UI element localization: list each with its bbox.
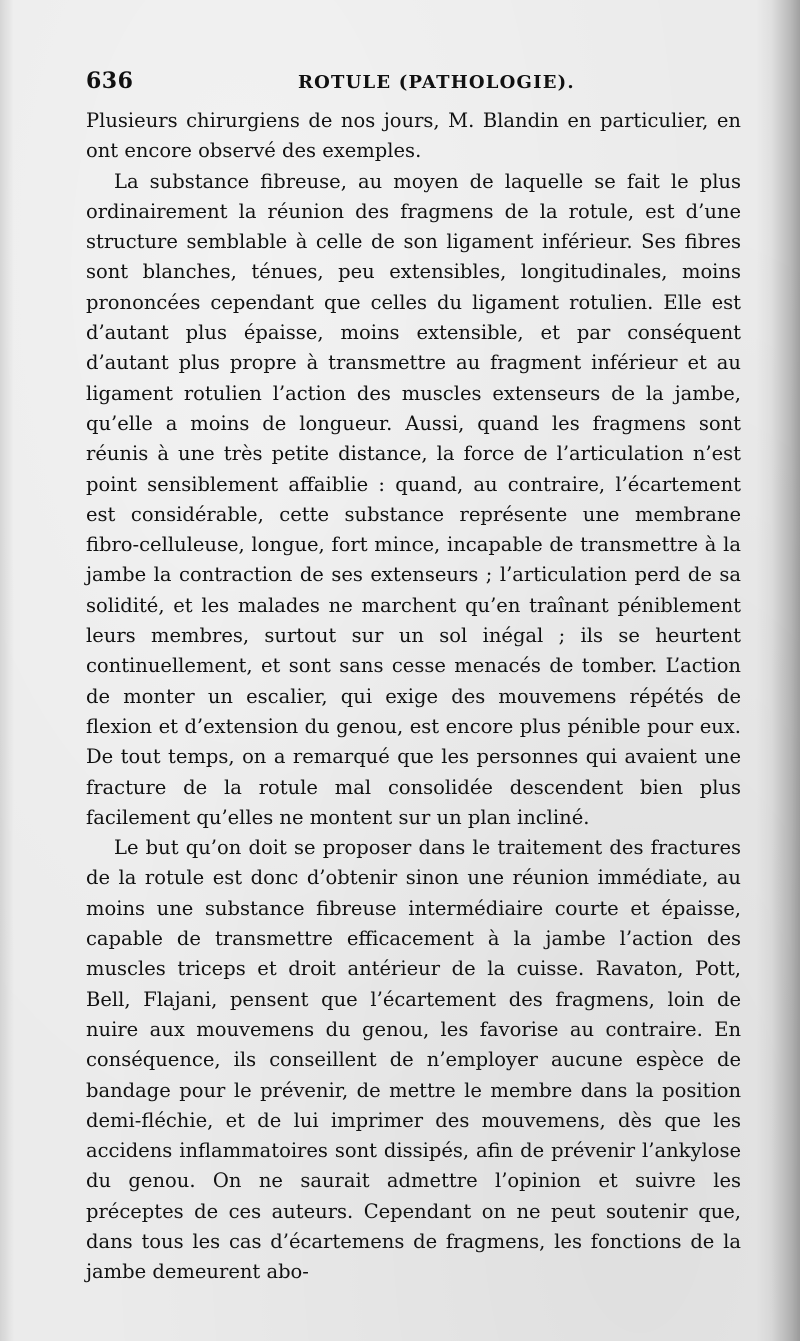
page-edge-shadow [756, 0, 800, 1341]
page-gutter-shadow [0, 0, 14, 1341]
paragraph-2: La substance fibreuse, au moyen de laquelle se fait le plus ordinairement la réunion des fragmens de la rotule, est d’une structure semblable à celle de son ligament inférieur. Ses fibres sont blanches, ténues, peu extensibles, longitudinales, moins prononcées cependant que celles du ligament rotulien. Elle est d’autant plus épaisse, moins extensible, et par conséquent d’autant plus propre à transmettre au fragment inférieur et au ligament rotulien l’action des muscles extenseurs de la jambe, qu’elle a moins de longueur. Aussi, quand les fragmens sont réunis à une très petite distance, la force de l’articulation n’est point sensiblement affaiblie : quand, au contraire, l’écartement est considérable, cette substance représente une membrane fibro-celluleuse, longue, fort mince, incapable de transmettre à la jambe la contraction de ses extenseurs ; l’articulation perd de sa solidité, et les malades ne marchent qu’en traînant péniblement leurs membres, surtout sur un sol inégal ; ils se heurtent continuellement, et sont sans cesse menacés de tomber. L’action de monter un escalier, qui exige des mouvemens répétés de flexion et d’extension du genou, est encore plus pénible pour eux. De tout temps, on a remarqué que les personnes qui avaient une fracture de la rotule mal consolidée descendent bien plus facilement qu’elles ne montent sur un plan incliné. [86, 169, 741, 829]
paragraph-1: Plusieurs chirurgiens de nos jours, M. Blandin en particulier, en ont encore observé des exemples. [86, 109, 741, 163]
page-number: 636 [86, 68, 134, 94]
body-text [86, 106, 741, 1288]
page-header [86, 68, 741, 102]
running-title: ROTULE (PATHOLOGIE). [298, 72, 575, 93]
paragraph-3: Le but qu’on doit se proposer dans le traitement des fractures de la rotule est donc d’obtenir sinon une réunion immédiate, au moins une substance fibreuse intermédiaire courte et épaisse, capable de transmettre efficacement à la jambe l’action des muscles triceps et droit antérieur de la cuisse. Ravaton, Pott, Bell, Flajani, pensent que l’écartement des fragmens, loin de nuire aux mouvemens du genou, les favorise au contraire. En conséquence, ils conseillent de n’employer aucune espèce de bandage pour le prévenir, de mettre le membre dans la position demi-fléchie, et de lui imprimer des mouvemens, dès que les accidens inflammatoires sont dissipés, afin de prévenir l’ankylose du genou. On ne saurait admettre l’opinion et suivre les préceptes de ces auteurs. Cependant on ne peut soutenir que, dans tous les cas d’écartemens de fragmens, les fonctions de la jambe demeurent abo- [86, 836, 741, 1284]
